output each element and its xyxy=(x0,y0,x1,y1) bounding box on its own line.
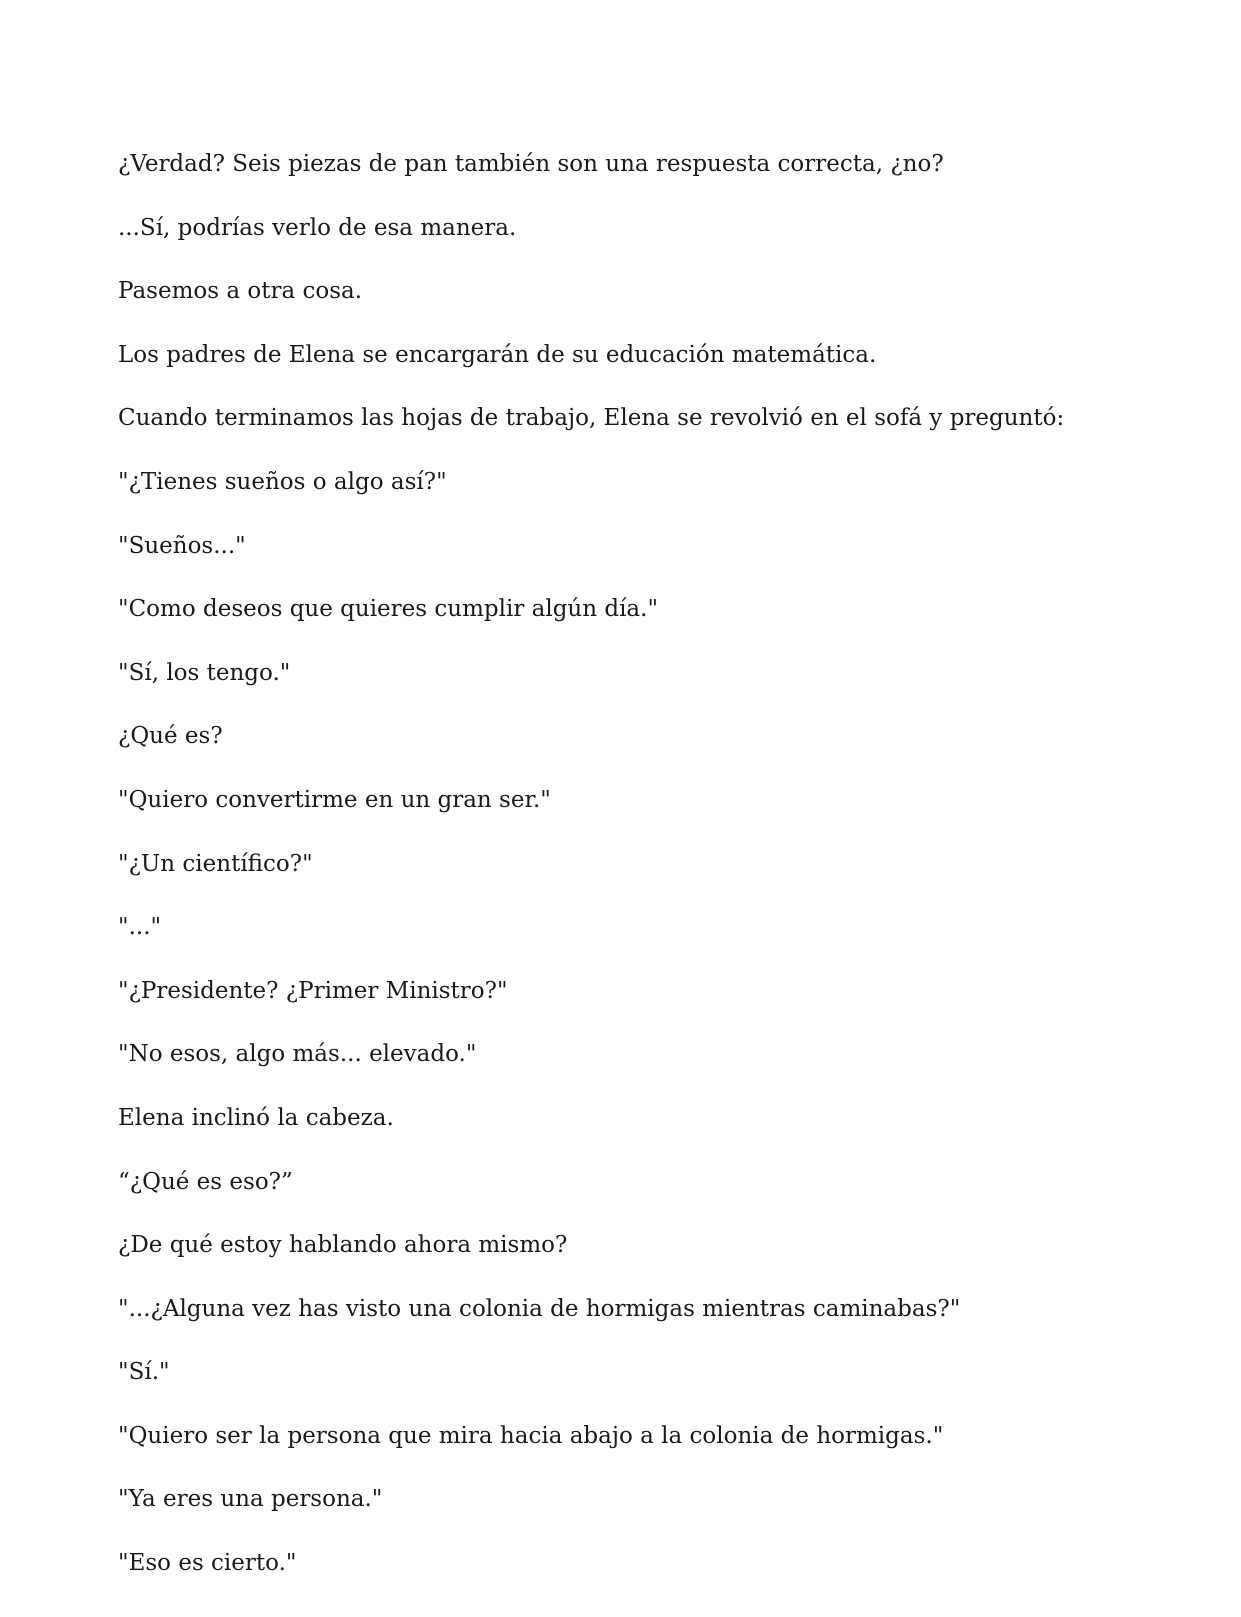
paragraph: "Sí." xyxy=(118,1359,170,1386)
paragraph: ¿De qué estoy hablando ahora mismo? xyxy=(118,1232,568,1259)
paragraph: Elena inclinó la cabeza. xyxy=(118,1104,394,1131)
paragraph: "Quiero convertirme en un gran ser." xyxy=(118,786,551,813)
paragraph: "Como deseos que quieres cumplir algún día." xyxy=(118,596,659,623)
paragraph: "...¿Alguna vez has visto una colonia de hormigas mientras caminabas?" xyxy=(118,1295,961,1322)
paragraph: ¿Verdad? Seis piezas de pan también son una respuesta correcta, ¿no? xyxy=(118,151,944,177)
paragraph: ...Sí, podrías verlo de esa manera. xyxy=(118,214,517,241)
paragraph: "No esos, algo más... elevado." xyxy=(118,1041,477,1068)
paragraph: "¿Un científico?" xyxy=(118,850,313,877)
paragraph: Cuando terminamos las hojas de trabajo, Elena se revolvió en el sofá y preguntó: xyxy=(118,405,1065,432)
paragraph: Los padres de Elena se encargarán de su educación matemática. xyxy=(118,341,877,368)
document-body xyxy=(118,142,1138,1605)
paragraph: "Ya eres una persona." xyxy=(118,1486,383,1513)
paragraph: "¿Tienes sueños o algo así?" xyxy=(118,468,447,495)
paragraph: ¿Qué es? xyxy=(118,723,223,750)
paragraph: Pasemos a otra cosa. xyxy=(118,278,363,305)
paragraph: "..." xyxy=(118,914,162,941)
paragraph: "Sueños..." xyxy=(118,532,246,559)
paragraph: “¿Qué es eso?” xyxy=(118,1168,293,1195)
paragraph: "Eso es cierto." xyxy=(118,1550,297,1577)
paragraph: "¿Presidente? ¿Primer Ministro?" xyxy=(118,977,508,1004)
paragraph: "Quiero ser la persona que mira hacia abajo a la colonia de hormigas." xyxy=(118,1422,944,1449)
paragraph: "Sí, los tengo." xyxy=(118,659,291,686)
